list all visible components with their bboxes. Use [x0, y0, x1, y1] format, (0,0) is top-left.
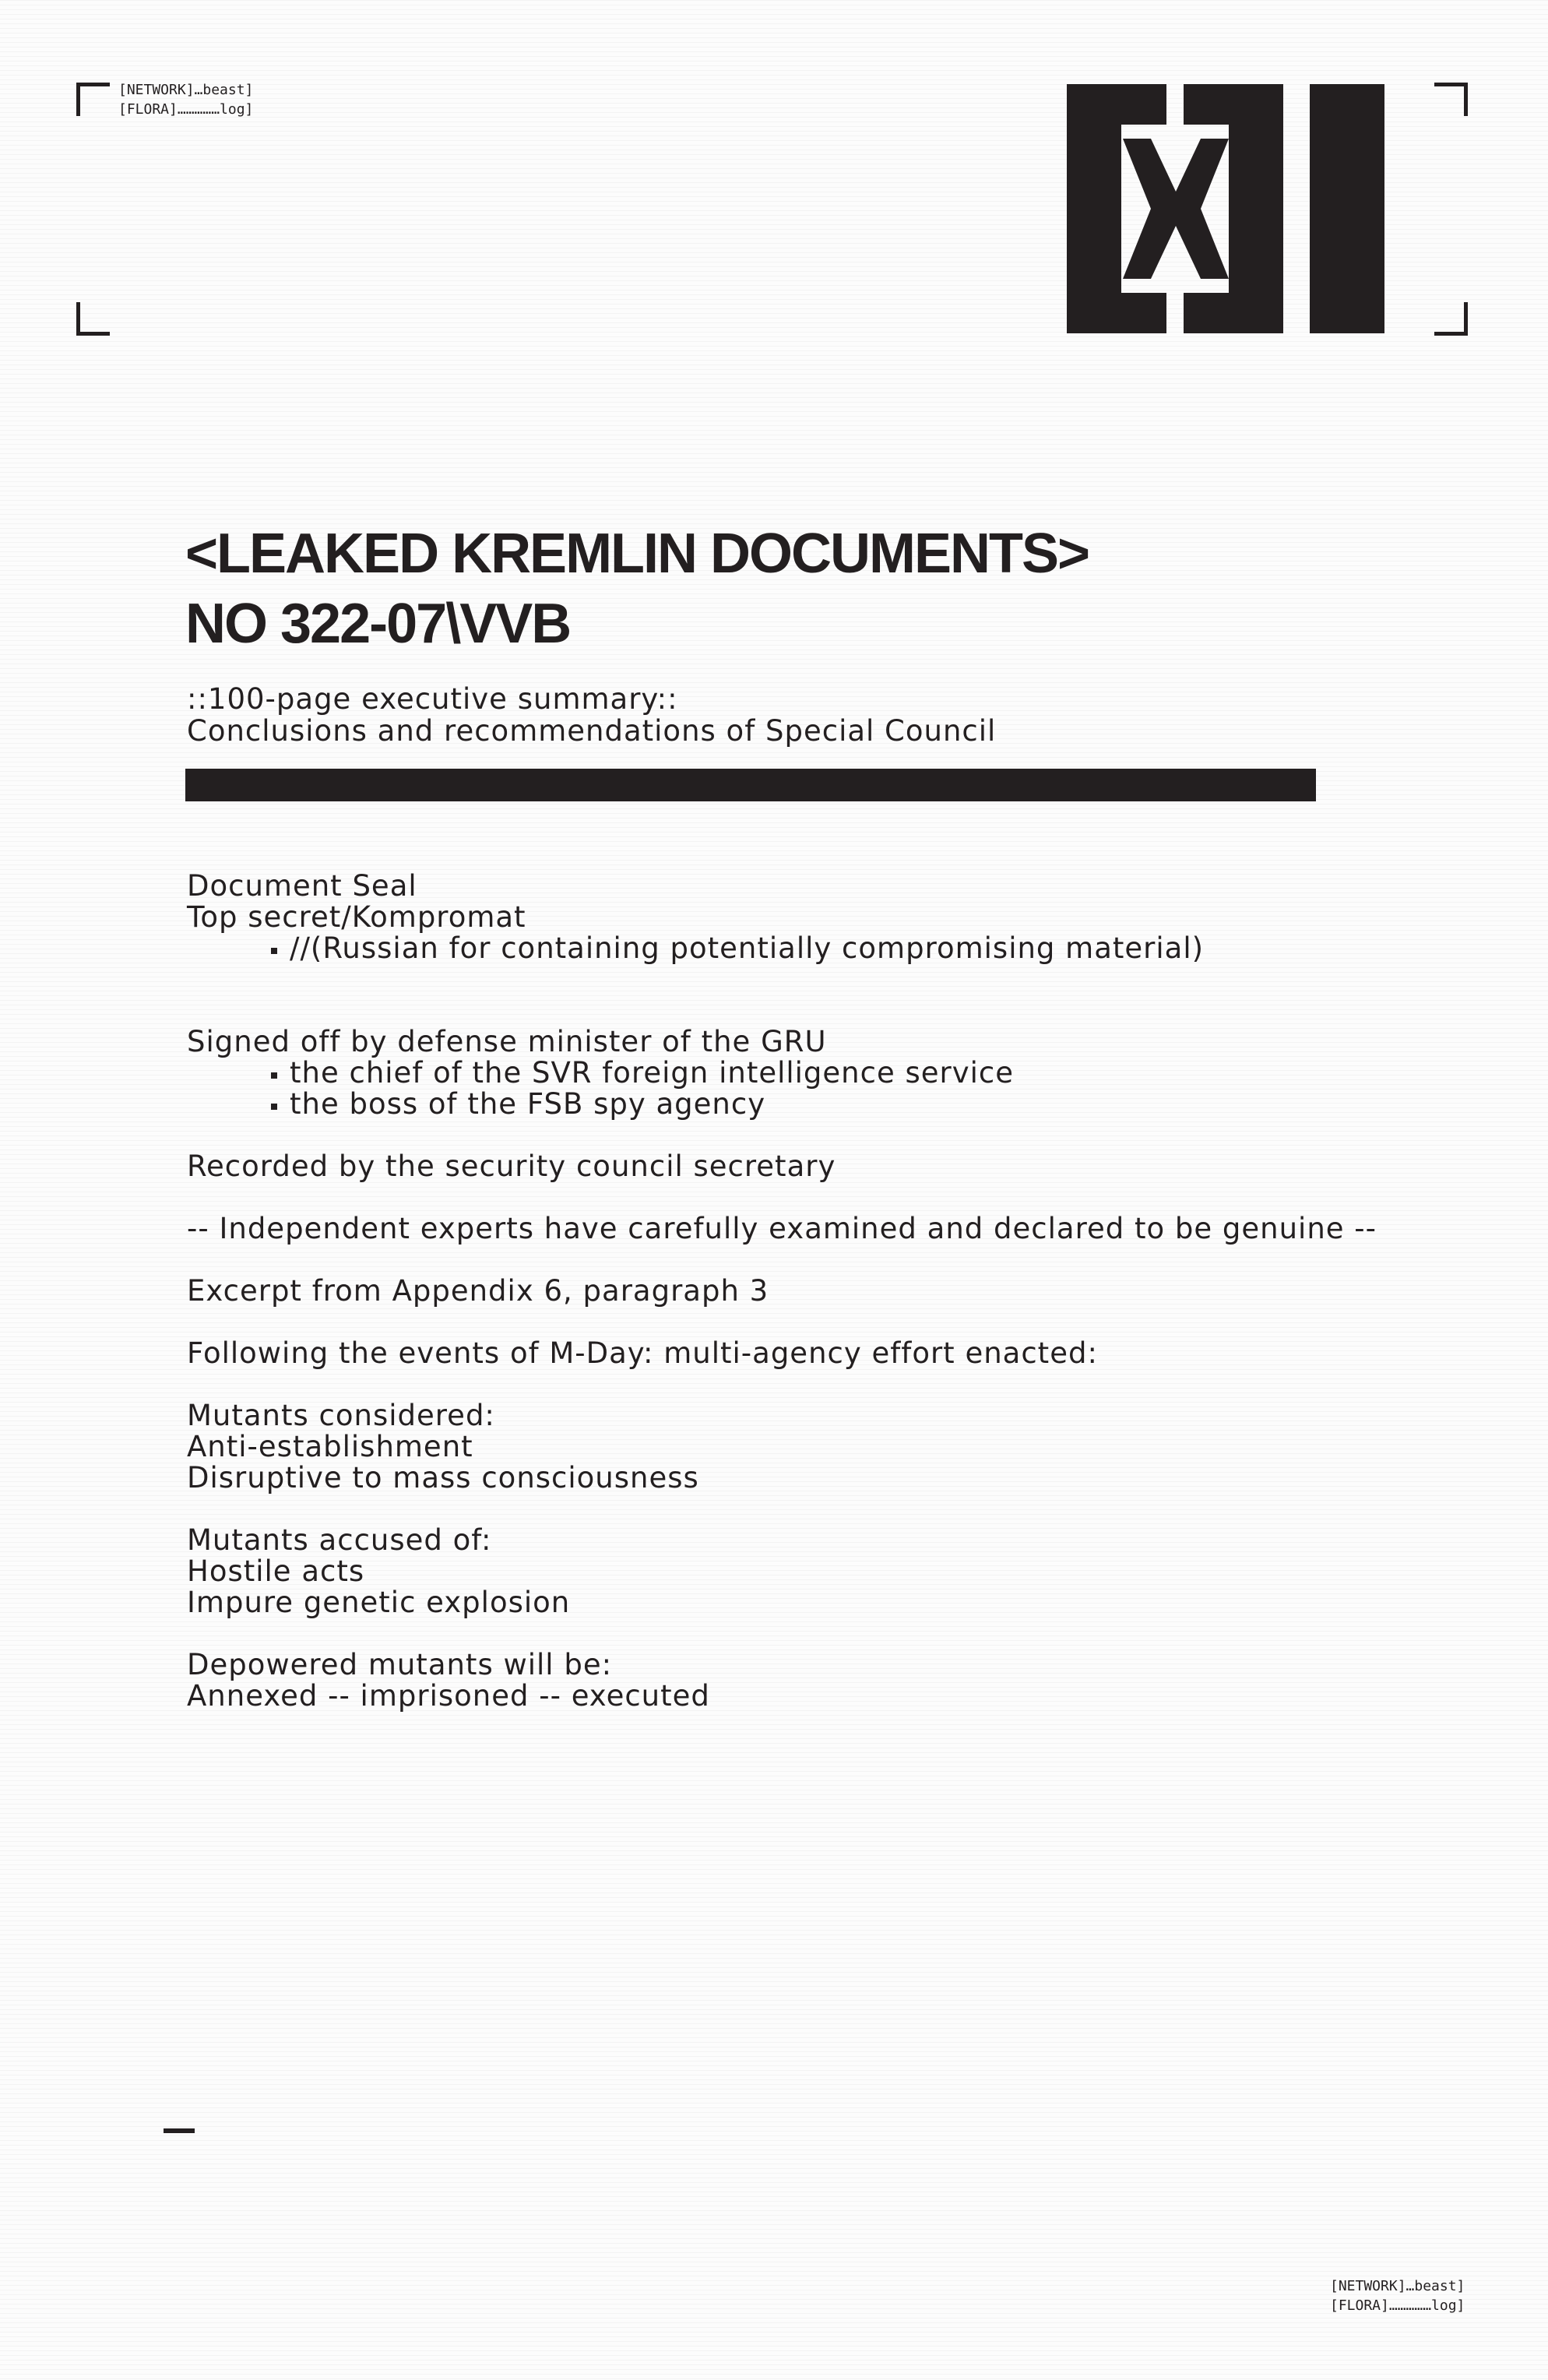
footer-network-tag: [NETWORK]…beast] [FLORA]……………log] [1330, 2278, 1465, 2314]
seal-value: Top secret/Kompromat [187, 900, 526, 934]
accused-item: Hostile acts [187, 1554, 365, 1588]
events-line: Following the events of M-Day: multi-agency effort enacted: [187, 1336, 1098, 1370]
accused-item: Impure genetic explosion [187, 1586, 571, 1619]
title-divider-bar [185, 769, 1316, 801]
signed-item: the boss of the FSB spy agency [187, 1089, 1377, 1120]
page-dash-mark [164, 2128, 195, 2133]
corner-mark-bottom-left [76, 302, 110, 336]
signed-label: Signed off by defense minister of the GRU [187, 1025, 827, 1058]
document-body [187, 871, 1377, 1712]
seal-note: //(Russian for containing potentially compromising material) [187, 933, 1377, 964]
considered-label: Mutants considered: [187, 1399, 495, 1432]
excerpt-line: Excerpt from Appendix 6, paragraph 3 [187, 1274, 769, 1308]
corner-mark-top-right [1434, 83, 1468, 116]
recorded-line: Recorded by the security council secretary [187, 1150, 836, 1183]
experts-line: -- Independent experts have carefully examined and declared to be genuine -- [187, 1212, 1377, 1245]
signed-item: the chief of the SVR foreign intelligence service [187, 1058, 1377, 1089]
considered-item: Disruptive to mass consciousness [187, 1461, 699, 1495]
depowered-value: Annexed -- imprisoned -- executed [187, 1679, 710, 1713]
corner-mark-bottom-right [1434, 302, 1468, 336]
seal-label: Document Seal [187, 869, 417, 903]
document-title: <LEAKED KREMLIN DOCUMENTS> NO 322-07\VVB [185, 523, 1089, 655]
considered-item: Anti-establishment [187, 1430, 473, 1463]
corner-mark-top-left [76, 83, 110, 116]
header-network-tag: [NETWORK]…beast] [FLORA]……………log] [118, 82, 254, 118]
accused-label: Mutants accused of: [187, 1523, 492, 1557]
x-bracket-logo-icon [1067, 84, 1384, 333]
depowered-label: Depowered mutants will be: [187, 1648, 613, 1681]
document-subtitle: ::100-page executive summary:: Conclusions and recommendations of Special Council [187, 682, 997, 748]
